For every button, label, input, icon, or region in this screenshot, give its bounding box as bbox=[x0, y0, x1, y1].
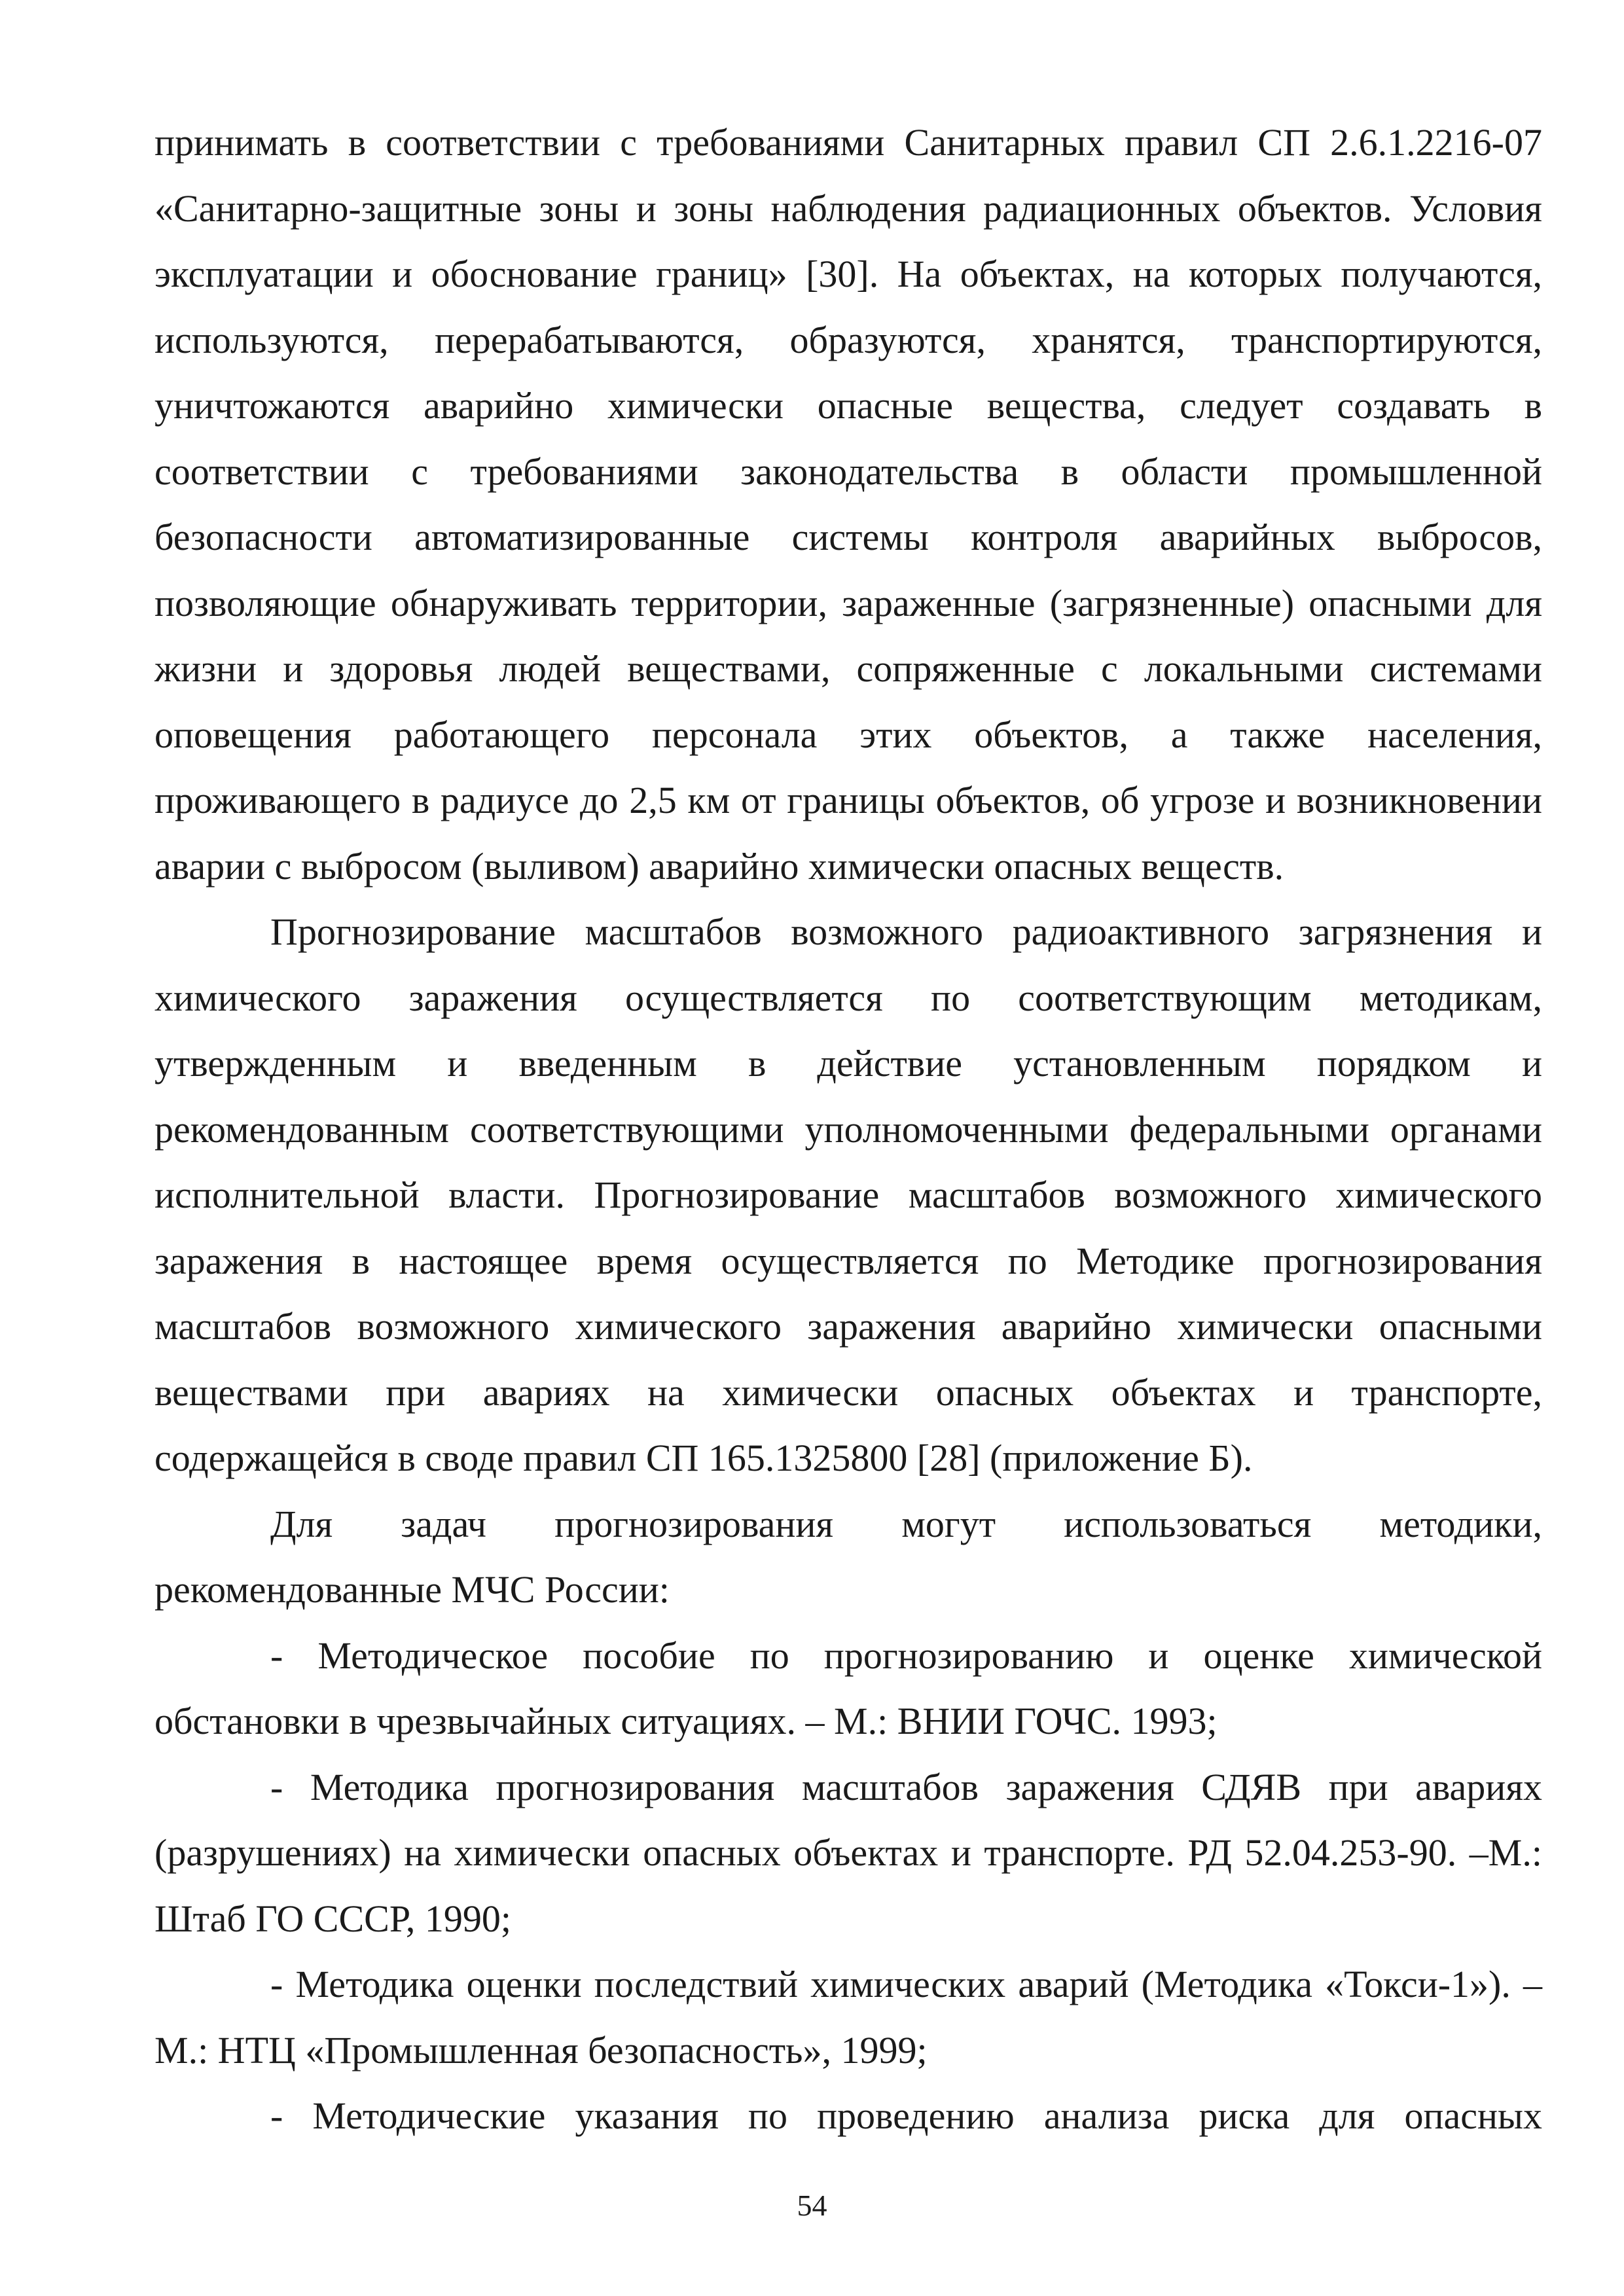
list-item-2: - Методика прогнозирования масштабов заражения СДЯВ при авариях (разрушениях) на химически опасных объектах и транспорте. РД 52.04.253-90. –М.: Штаб ГО СССР, 1990; bbox=[154, 1765, 1542, 1940]
body-text bbox=[154, 110, 1542, 2149]
paragraph-1: принимать в соответствии с требованиями Санитарных правил СП 2.6.1.2216-07 «Санитарно-защитные зоны и зоны наблюдения радиационных объектов. Условия эксплуатации и обоснование границ» [30]. На объектах, на которых получаются, используются, перерабатываются, образуются, хранятся, транспортируются, уничтожаются аварийно химически опасные вещества, следует создавать в соответствии с требованиями законодательства в области промышленной безопасности автоматизированные системы контроля аварийных выбросов, позволяющие обнаруживать территории, зараженные (загрязненные) опасными для жизни и здоровья людей веществами, сопряженные с локальными системами оповещения работающего персонала этих объектов, а также населения, проживающего в радиусе до 2,5 км от границы объектов, об угрозе и возникновении аварии с выбросом (выливом) аварийно химически опасных веществ. bbox=[154, 121, 1542, 888]
paragraph-3: Для задач прогнозирования могут использоваться методики, рекомендованные МЧС России: bbox=[154, 1502, 1542, 1611]
list-item-4: - Методические указания по проведению анализа риска для опасных bbox=[270, 2094, 1542, 2137]
paragraph-2: Прогнозирование масштабов возможного радиоактивного загрязнения и химического заражения осуществляется по соответствующим методикам, утвержденным и введенным в действие установленным порядком и рекомендованным соответствующими уполномоченными федеральными органами исполнительной власти. Прогнозирование масштабов возможного химического заражения в настоящее время осуществляется по Методике прогнозирования масштабов возможного химического заражения аварийно химически опасными веществами при авариях на химически опасных объектах и транспорте, содержащейся в своде правил СП 165.1325800 [28] (приложение Б). bbox=[154, 910, 1542, 1479]
list-item-1: - Методическое пособие по прогнозированию и оценке химической обстановки в чрезвычайных ситуациях. – М.: ВНИИ ГОЧС. 1993; bbox=[154, 1634, 1542, 1742]
list-item-3: - Методика оценки последствий химических аварий (Методика «Токси-1»). – М.: НТЦ «Промышленная безопасность», 1999; bbox=[154, 1963, 1542, 2072]
page-number: 54 bbox=[797, 2189, 827, 2222]
